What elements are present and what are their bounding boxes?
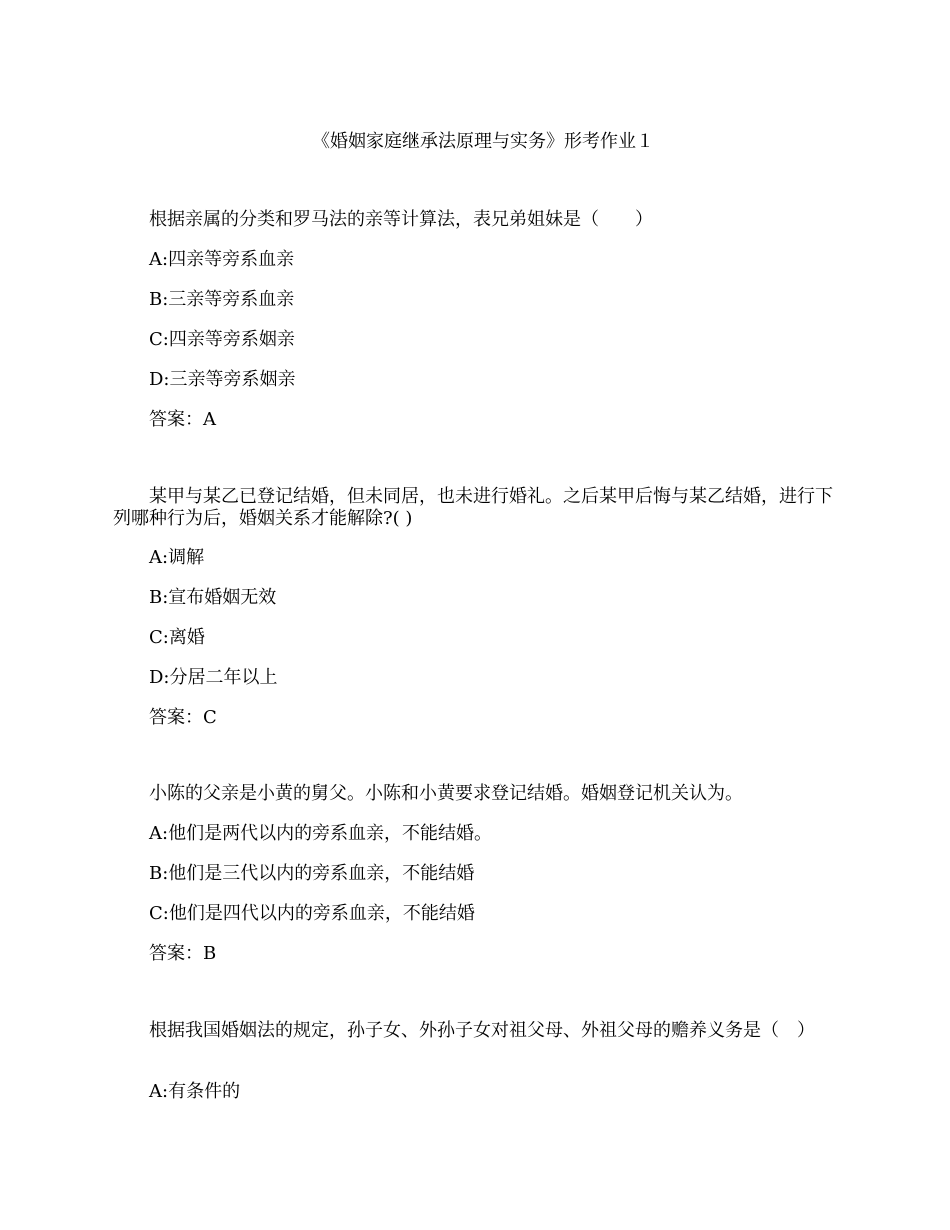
question-3-option-c: C:他们是四代以内的旁系血亲，不能结婚 xyxy=(149,903,475,924)
question-2-option-c: C:离婚 xyxy=(149,627,205,648)
question-3-stem: 小陈的父亲是小黄的舅父。小陈和小黄要求登记结婚。婚姻登记机关认为。 xyxy=(149,783,743,804)
question-1-option-a: A:四亲等旁系血亲 xyxy=(149,249,295,270)
question-4-option-a: A:有条件的 xyxy=(149,1081,241,1102)
question-2-option-d: D:分居二年以上 xyxy=(149,667,278,688)
question-4-stem: 根据我国婚姻法的规定，孙子女、外孙子女对祖父母、外祖父母的赡养义务是（ ） xyxy=(149,1020,815,1041)
question-1-option-b: B:三亲等旁系血亲 xyxy=(149,289,295,310)
document-title: 《婚姻家庭继承法原理与实务》形考作业１ xyxy=(312,131,654,152)
question-1-answer: 答案：A xyxy=(149,409,216,430)
question-3-answer: 答案：B xyxy=(149,943,217,964)
question-3-option-b: B:他们是三代以内的旁系血亲，不能结婚 xyxy=(149,863,475,884)
question-2-option-b: B:宣布婚姻无效 xyxy=(149,587,277,608)
question-2-option-a: A:调解 xyxy=(149,547,205,568)
question-1-option-d: D:三亲等旁系姻亲 xyxy=(149,369,296,390)
question-1-option-c: C:四亲等旁系姻亲 xyxy=(149,329,295,350)
question-2-stem: 某甲与某乙已登记结婚，但未同居，也未进行婚礼。之后某甲后悔与某乙结婚，进行下列哪种行为后，婚姻关系才能解除?( ) xyxy=(113,486,833,529)
question-1-stem: 根据亲属的分类和罗马法的亲等计算法，表兄弟姐妹是（ ） xyxy=(149,209,653,230)
question-3-option-a: A:他们是两代以内的旁系血亲，不能结婚。 xyxy=(149,823,493,844)
question-2-answer: 答案：C xyxy=(149,707,217,728)
